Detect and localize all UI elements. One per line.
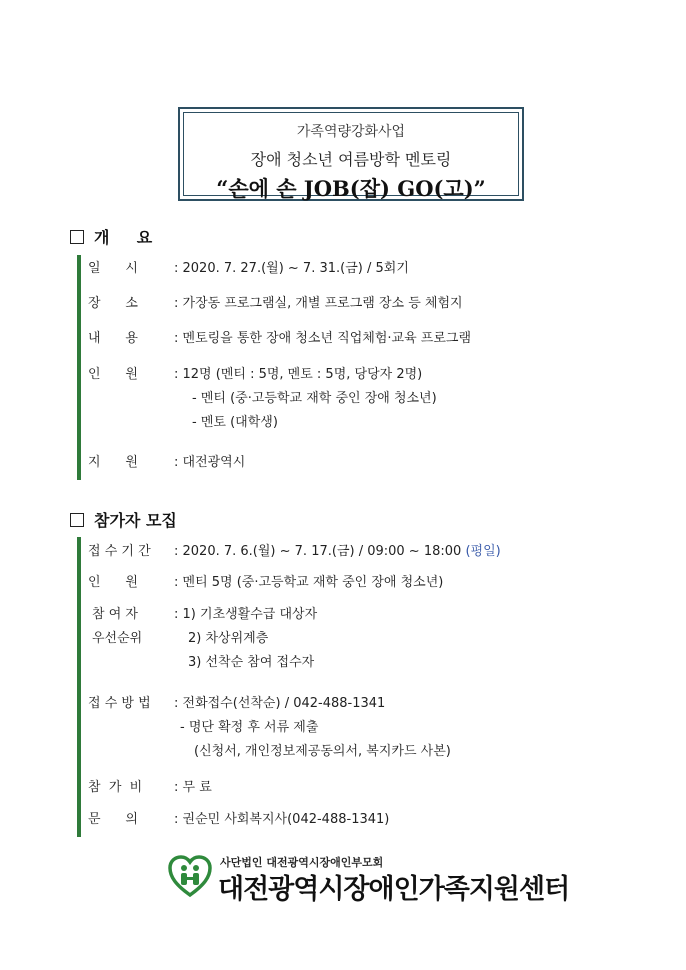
participants-label: 인 원 bbox=[88, 367, 138, 382]
mentor-note: - 멘토 (대학생) bbox=[192, 415, 278, 430]
support-value: : 대전광역시 bbox=[174, 455, 246, 470]
mentee-note: - 멘티 (중·고등학교 재학 중인 장애 청소년) bbox=[192, 391, 437, 406]
program-category: 가족역량강화사업 bbox=[296, 124, 406, 140]
parent-association-name: 사단법인 대전광역시장애인부모회 bbox=[220, 856, 384, 869]
weekday-note: (평일) bbox=[465, 544, 501, 559]
method-sub-1: - 명단 확정 후 서류 제출 bbox=[180, 720, 319, 735]
checkbox-square-icon bbox=[70, 513, 84, 527]
method-sub-2: (신청서, 개인정보제공동의서, 복지카드 사본) bbox=[194, 744, 451, 759]
date-label: 일 시 bbox=[88, 261, 138, 276]
recruit-heading: 참가자 모집 bbox=[70, 508, 177, 531]
checkbox-square-icon bbox=[70, 230, 84, 244]
title-box bbox=[178, 107, 524, 201]
center-name: 대전광역시장애인가족지원센터 bbox=[218, 874, 570, 905]
support-label: 지 원 bbox=[88, 455, 138, 470]
method-label: 접 수 방 법 bbox=[88, 696, 151, 711]
period-row bbox=[174, 540, 501, 559]
content-label: 내 용 bbox=[88, 331, 138, 346]
recruit-people-value: : 멘티 5명 (중·고등학교 재학 중인 장애 청소년) bbox=[174, 575, 444, 590]
heart-family-icon bbox=[168, 855, 212, 899]
fee-value: : 무 료 bbox=[174, 780, 212, 795]
place-value: : 가장동 프로그램실, 개별 프로그램 장소 등 체험지 bbox=[174, 296, 463, 311]
program-slogan: “손에 손 JOB(잡) GO(고)” bbox=[216, 176, 486, 201]
overview-heading: 개 요 bbox=[70, 225, 153, 248]
program-name: 장애 청소년 여름방학 멘토링 bbox=[250, 150, 452, 169]
contact-value: : 권순민 사회복지사(042-488-1341) bbox=[174, 812, 390, 827]
overview-side-bar bbox=[77, 255, 81, 480]
center-logo bbox=[168, 855, 570, 905]
priority-item-1: : 1) 기초생활수급 대상자 bbox=[174, 607, 318, 622]
title-inner-border bbox=[183, 112, 519, 201]
recruit-people-label: 인 원 bbox=[88, 575, 138, 590]
fee-label: 참 가 비 bbox=[88, 780, 143, 795]
place-label: 장 소 bbox=[88, 296, 138, 311]
content-value: : 멘토링을 통한 장애 청소년 직업체험·교육 프로그램 bbox=[174, 331, 472, 346]
priority-label-2: 우선순위 bbox=[92, 631, 143, 646]
period-value: : 2020. 7. 6.(월) ~ 7. 17.(금) / 09:00 ~ 18:00 bbox=[174, 544, 462, 559]
method-value: : 전화접수(선착순) / 042-488-1341 bbox=[174, 696, 386, 711]
contact-label: 문 의 bbox=[88, 812, 138, 827]
date-value: : 2020. 7. 27.(월) ~ 7. 31.(금) / 5회기 bbox=[174, 261, 409, 276]
priority-item-2: 2) 차상위계층 bbox=[188, 631, 269, 646]
recruit-side-bar bbox=[77, 537, 81, 837]
period-label: 접 수 기 간 bbox=[88, 544, 151, 559]
priority-label-1: 참 여 자 bbox=[92, 607, 138, 622]
participants-value: : 12명 (멘티 : 5명, 멘토 : 5명, 당당자 2명) bbox=[174, 367, 423, 382]
priority-item-3: 3) 선착순 참여 접수자 bbox=[188, 655, 315, 670]
